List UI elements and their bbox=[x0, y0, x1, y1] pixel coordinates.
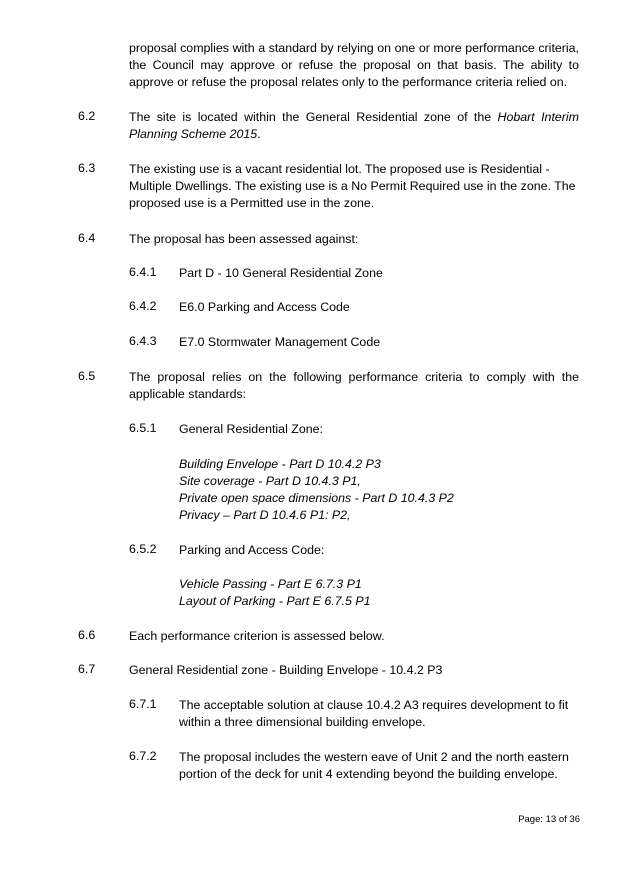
section-number-6-6: 6.6 bbox=[78, 628, 96, 642]
criterion-line: Private open space dimensions - Part D 10.4.3 P2 bbox=[179, 491, 454, 505]
item-number: 6.5.1 bbox=[129, 421, 157, 435]
item-number: 6.5.2 bbox=[129, 542, 157, 556]
section-number-6-3: 6.3 bbox=[78, 161, 96, 175]
criterion-line: Vehicle Passing - Part E 6.7.3 P1 bbox=[179, 577, 362, 591]
item-number: 6.7.2 bbox=[129, 749, 157, 763]
section-text-6-6: Each performance criterion is assessed below. bbox=[129, 629, 385, 643]
item-text: Part D - 10 General Residential Zone bbox=[179, 266, 383, 280]
item-text: The acceptable solution at clause 10.4.2 A3 requires development to fit within a three dimensional building envelope. bbox=[179, 698, 569, 729]
section-text-6-2 bbox=[129, 109, 579, 143]
section-text-6-2-plain: The site is located within the General Residential zone of the bbox=[129, 110, 498, 124]
criterion-line: Privacy – Part D 10.4.6 P1: P2, bbox=[179, 508, 351, 522]
item-text: E7.0 Stormwater Management Code bbox=[179, 335, 381, 349]
section-text-6-3: The existing use is a vacant residential lot. The proposed use is Residential - Multiple Dwellings. The existing use is a No Permit Required use in the zone. The proposed use is a Permitted use in the zone. bbox=[129, 162, 576, 210]
section-number-6-2: 6.2 bbox=[78, 109, 96, 123]
item-text: E6.0 Parking and Access Code bbox=[179, 300, 350, 314]
item-text: General Residential Zone: bbox=[179, 422, 323, 436]
item-text: Parking and Access Code: bbox=[179, 543, 325, 557]
page-footer: Page: 13 of 36 bbox=[518, 814, 580, 825]
section-number-6-5: 6.5 bbox=[78, 369, 96, 383]
section-text-6-2-end: . bbox=[257, 127, 261, 141]
section-text-6-4: The proposal has been assessed against: bbox=[129, 232, 359, 246]
criterion-line: Layout of Parking - Part E 6.7.5 P1 bbox=[179, 594, 371, 608]
section-text-6-5: The proposal relies on the following performance criteria to comply with the applicable standards: bbox=[129, 370, 579, 401]
scheme-title: Hobart Interim Planning Scheme 2015 bbox=[129, 110, 579, 141]
item-number: 6.4.3 bbox=[129, 334, 157, 348]
section-number-6-4: 6.4 bbox=[78, 231, 96, 245]
section-number-6-7: 6.7 bbox=[78, 662, 96, 676]
item-number: 6.4.2 bbox=[129, 299, 157, 313]
criterion-line: Site coverage - Part D 10.4.3 P1, bbox=[179, 474, 361, 488]
criterion-line: Building Envelope - Part D 10.4.2 P3 bbox=[179, 457, 381, 471]
intro-paragraph: proposal complies with a standard by relying on one or more performance criteria, the Council may approve or refuse the proposal on that basis. The ability to approve or refuse the proposal relates only to the performance criteria relied on. bbox=[129, 41, 579, 89]
item-number: 6.7.1 bbox=[129, 697, 157, 711]
section-text-6-7: General Residential zone - Building Envelope - 10.4.2 P3 bbox=[129, 663, 443, 677]
item-text: The proposal includes the western eave of Unit 2 and the north eastern portion of the deck for unit 4 extending beyond the building envelope. bbox=[179, 750, 569, 781]
item-number: 6.4.1 bbox=[129, 265, 157, 279]
